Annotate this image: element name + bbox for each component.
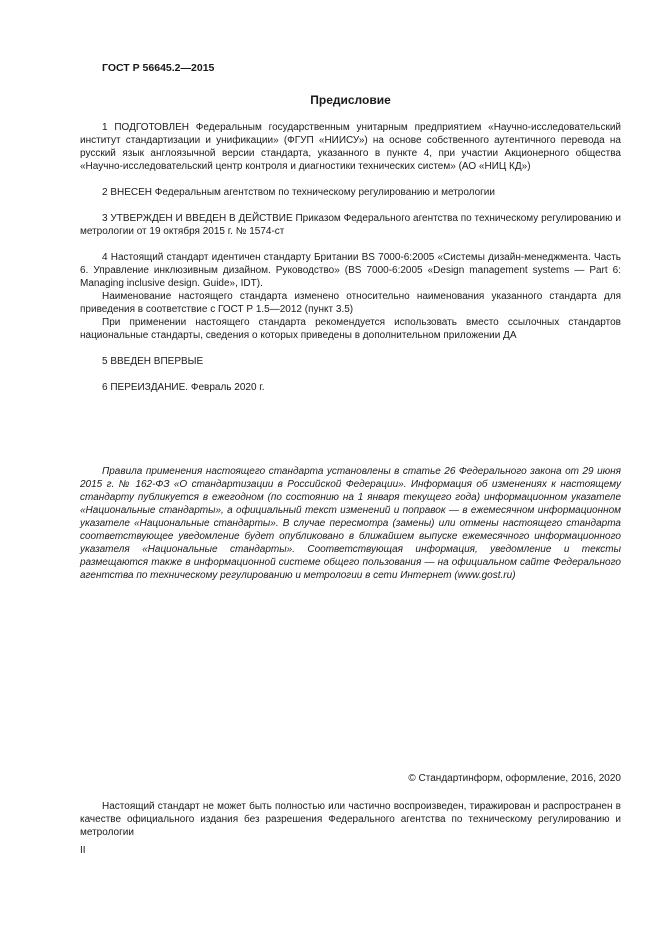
copyright-line: © Стандартинформ, оформление, 2016, 2020 [408, 773, 621, 784]
paragraph-introduced: 2 ВНЕСЕН Федеральным агентством по техническому регулированию и метрологии [102, 187, 495, 198]
paragraph-reissue: 6 ПЕРЕИЗДАНИЕ. Февраль 2020 г. [102, 382, 265, 393]
italic-note: Правила применения настоящего стандарта установлены в статье 26 Федерального закона от 29 июня 2015 г. № 162-ФЗ «О стандартизации в Российской Федерации». Информация об изменениях к настоящему стандарту публикуется в ежегодном (по состоянию на 1 января текущего года) информационном указателе «Национальные стандарты», а официальный текст изменений и поправок — в ежемесячном информационном указателе «Национальные стандарты». В случае пересмотра (замены) или отмены настоящего стандарта соответствующее уведомление будет опубликовано в ближайшем выпуске ежемесячного информационного указателя «Национальные стандарты». Соответствующая информация, уведомление и тексты размещаются также в информационной системе общего пользования — на официальном сайте Федерального агентства по техническому регулированию и метрологии в сети Интернет (www.gost.ru) [80, 466, 621, 581]
page-title: Предисловие [310, 93, 391, 107]
document-code: ГОСТ Р 56645.2—2015 [102, 62, 215, 74]
rights-notice: Настоящий стандарт не может быть полностью или частично воспроизведен, тиражирован и распространен в качестве официального издания без разрешения Федерального агентства по техническому регулированию и метрологии [80, 801, 621, 838]
paragraph-approved: 3 УТВЕРЖДЕН И ВВЕДЕН В ДЕЙСТВИЕ Приказом Федерального агентства по техническому регулированию и метрологии от 19 октября 2015 г. № 1574-ст [80, 213, 621, 237]
paragraph-first-introduced: 5 ВВЕДЕН ВПЕРВЫЕ [102, 356, 204, 367]
paragraph-prepared: 1 ПОДГОТОВЛЕН Федеральным государственным унитарным предприятием «Научно-исследовательский институт стандартизации и унификации» (ФГУП «НИИСУ») на основе собственного аутентичного перевода на русский язык англоязычной версии стандарта, указанного в пункте 4, при участии Акционерного общества «Научно-исследовательский центр контроля и диагностики технических систем» (АО «НИЦ КД») [80, 122, 621, 172]
foreword-body [80, 121, 621, 394]
paragraph-references: При применении настоящего стандарта рекомендуется использовать вместо ссылочных стандартов национальные стандарты, сведения о которых приведены в дополнительном приложении ДА [80, 317, 621, 341]
paragraph-identical: 4 Настоящий стандарт идентичен стандарту Британии BS 7000-6:2005 «Системы дизайн-менеджмента. Часть 6. Управление инклюзивным дизайном. Руководство» (BS 7000-6:2005 «Design management systems — Part 6: Managing inclusive design. Guide», IDT). [80, 252, 621, 289]
page-number: II [80, 845, 86, 856]
paragraph-name-change: Наименование настоящего стандарта изменено относительно наименования указанного стандарта для приведения в соответствие с ГОСТ Р 1.5—2012 (пункт 3.5) [80, 291, 621, 315]
